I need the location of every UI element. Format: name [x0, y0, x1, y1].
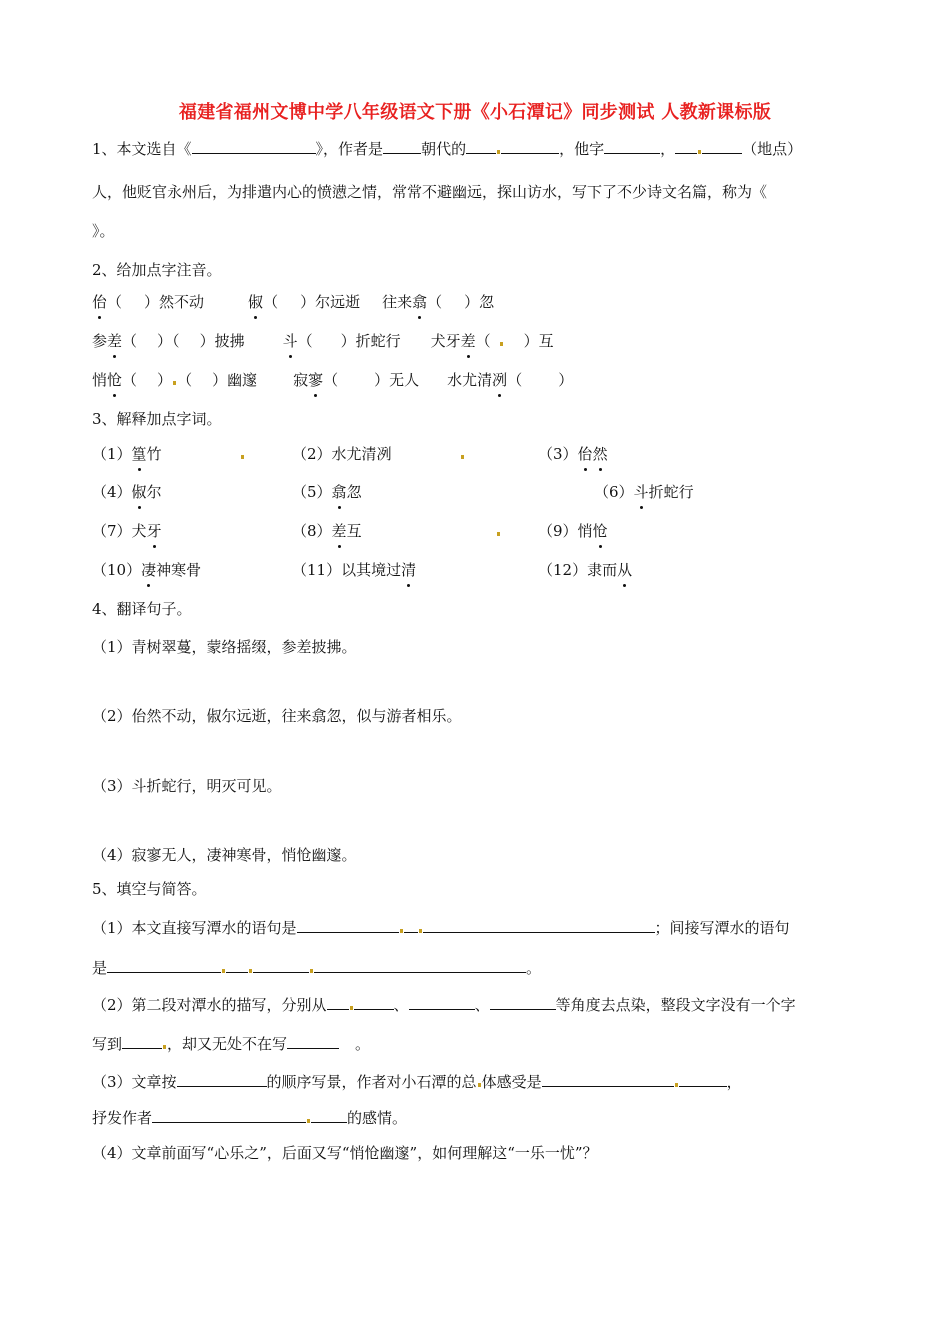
dotted-char: 差: [331, 522, 347, 540]
q2-paren: （: [177, 371, 193, 389]
q3-text: 尔: [146, 483, 162, 501]
q4-heading: [92, 599, 192, 619]
q3-text: 折蛇行: [648, 483, 694, 501]
q2-paren: （: [297, 332, 313, 350]
q3-item-3: [538, 444, 608, 464]
q2-row3: [92, 370, 573, 390]
blank-indirect-a[interactable]: [107, 957, 221, 973]
blank-indirect-c[interactable]: [253, 957, 309, 973]
q2-text: ）无人: [374, 371, 420, 389]
q5-text: 的顺序写景，作者对小石潭的总: [266, 1073, 477, 1091]
mark: [478, 1083, 481, 1087]
q5-text: ，: [726, 1073, 742, 1091]
q2-text: ）披拂: [199, 332, 245, 350]
q5-part4: （4）文章前面写“心乐之”，后面又写“悄怆幽邃”，如何理解这“一乐一忧”？: [92, 1144, 598, 1162]
q2-text: 寂: [293, 371, 309, 389]
blank-angle3[interactable]: [490, 994, 556, 1010]
q3-num: （11）: [292, 561, 342, 579]
q5-text: 抒发作者: [92, 1109, 153, 1127]
q1-line2: 人，他贬官永州后，为排遣内心的愤懑之情，常常不避幽远，探山访水，写下了不少诗文名篇，称为《: [92, 183, 768, 201]
blank-author-a[interactable]: [466, 138, 496, 154]
dotted-char: 篁: [131, 445, 147, 463]
q3-text: 冽: [376, 445, 392, 463]
dotted-char: 佁: [577, 445, 593, 463]
blank-courtesy-name[interactable]: [604, 138, 660, 154]
q3-item-9: [538, 521, 608, 541]
q5-part1-line2: [92, 957, 541, 978]
q5-text: 的感情。: [347, 1109, 408, 1127]
q2-text: ）互: [523, 332, 554, 350]
q5-part3-line1: [92, 1071, 742, 1092]
q5-text: （1）本文直接写潭水的语句是: [92, 919, 297, 937]
q4-sentence-1: （1）青树翠蔓，蒙络摇缀，参差披拂。: [92, 638, 357, 656]
q2-text: ）然不动: [144, 293, 205, 311]
dotted-char: 寥: [308, 371, 324, 389]
q5-text: 。: [526, 959, 542, 977]
blank-indirect-b[interactable]: [226, 957, 248, 973]
blank-emotion-b[interactable]: [311, 1107, 347, 1123]
q2-text: 悄: [92, 371, 108, 389]
dotted-char: 翕: [331, 483, 347, 501]
q5-text: 等角度去点染，整段文字没有一个字: [555, 996, 796, 1014]
q5-text: 体感受是: [481, 1073, 542, 1091]
blank-direct-a[interactable]: [297, 917, 399, 933]
blank-source[interactable]: [192, 138, 316, 154]
q3-num: （8）: [292, 522, 332, 540]
q5-text: 、: [474, 996, 490, 1014]
q1-text-b: 》，作者是: [315, 140, 384, 158]
q1-line1: [92, 138, 802, 159]
q5-text: 。: [355, 1035, 371, 1053]
dotted-char: 清: [401, 561, 417, 579]
q4-sentence-2: （2）佁然不动，俶尔远逝，往来翕忽，似与游者相乐。: [92, 707, 462, 725]
dotted-char: 从: [617, 561, 633, 579]
mark: [310, 969, 313, 973]
q2-text: ）尔远逝: [300, 293, 361, 311]
q2-row2: [92, 331, 554, 351]
q1-line3: 》。: [92, 222, 115, 240]
q2-paren: （: [263, 293, 279, 311]
dotted-char: 凄: [141, 561, 157, 579]
q2-text: ）: [558, 371, 574, 389]
mark: [698, 150, 701, 154]
q2-paren: （: [122, 332, 138, 350]
q3-heading: [92, 409, 222, 429]
q2-paren: ）: [157, 371, 173, 389]
q2-paren: （: [475, 332, 491, 350]
q5-heading: 5、填空与简答。: [92, 880, 207, 898]
mark: [350, 1006, 353, 1010]
mark: [241, 455, 244, 459]
blank-author-b[interactable]: [501, 138, 559, 154]
q3-item-12: [538, 560, 632, 580]
dotted-char: 斗: [282, 332, 298, 350]
q2-heading-text: 2、给加点字注音。: [92, 261, 222, 279]
q3-text: 悄: [577, 522, 593, 540]
mark: [307, 1119, 310, 1123]
q1-text-d: ，他字: [559, 140, 605, 158]
blank-angle1-b[interactable]: [354, 994, 394, 1010]
q5-text: ，却又无处不在写: [167, 1035, 288, 1053]
q3-text: 水尤清: [331, 445, 377, 463]
q5-text: （3）文章按: [92, 1073, 177, 1091]
q3-num: （12）: [538, 561, 588, 579]
mark-wrap: [240, 444, 245, 464]
q2-text: 犬牙: [430, 332, 461, 350]
mark: [249, 969, 252, 973]
q4-sentence-4: （4）寂寥无人，凄神寒骨，悄怆幽邃。: [92, 846, 357, 864]
q2-heading: [92, 260, 222, 280]
q3-text: 神寒骨: [156, 561, 202, 579]
dotted-char: 俶: [248, 293, 264, 311]
q3-item-4: [92, 482, 162, 502]
mark: [675, 1083, 678, 1087]
q3-text: 隶而: [587, 561, 618, 579]
blank-written[interactable]: [122, 1033, 162, 1049]
q2-row1: [92, 292, 494, 312]
q3-num: （3）: [538, 445, 578, 463]
q2-paren: （: [427, 293, 443, 311]
q2-text: ）忽: [464, 293, 495, 311]
q1-text-c: 朝代的: [421, 140, 467, 158]
q2-text: ）幽邃: [212, 371, 258, 389]
q3-item-10: [92, 560, 201, 580]
dotted-char: 然: [592, 445, 608, 463]
q3-item-1: [92, 444, 162, 464]
dotted-char: 翕: [412, 293, 428, 311]
q2-paren: ）（: [157, 332, 180, 350]
dotted-char: 牙: [146, 522, 162, 540]
dotted-char: 差: [460, 332, 476, 350]
q2-text: 往来: [382, 293, 413, 311]
dotted-char: 佁: [92, 293, 108, 311]
mark: [173, 381, 176, 385]
mark: [419, 929, 422, 933]
q3-text: 犬: [131, 522, 147, 540]
q4-heading-text: 4、翻译句子。: [92, 600, 192, 618]
q3-num: （7）: [92, 522, 132, 540]
q3-item-11: [292, 560, 416, 580]
q3-text: 竹: [146, 445, 162, 463]
dotted-char: 冽: [492, 371, 508, 389]
q3-num: （6）: [594, 483, 634, 501]
blank-place-a[interactable]: [675, 138, 697, 154]
q4-sentence-3: （3）斗折蛇行，明灭可见。: [92, 777, 282, 795]
mark: [222, 969, 225, 973]
blank-everywhere[interactable]: [287, 1033, 339, 1049]
blank-feeling-b[interactable]: [679, 1071, 727, 1087]
q5-text: （2）第二段对潭水的描写，分别从: [92, 996, 327, 1014]
q5-text: 是: [92, 959, 108, 977]
q3-text: 以其境过: [341, 561, 402, 579]
mark: [497, 150, 500, 154]
blank-emotion-a[interactable]: [152, 1107, 306, 1123]
q2-paren: （: [507, 371, 523, 389]
q2-text: 参: [92, 332, 108, 350]
dotted-char: 俶: [131, 483, 147, 501]
q1-text-f: （地点）: [742, 140, 803, 158]
q5-text: ；间接写潭水的语句: [654, 919, 790, 937]
mark-wrap: [460, 444, 465, 464]
q3-num: （5）: [292, 483, 332, 501]
q1-text-e: ，: [660, 140, 676, 158]
mark: [500, 342, 503, 346]
q3-item-5: [292, 482, 362, 502]
blank-angle1-a[interactable]: [327, 994, 349, 1010]
dotted-char: 差: [107, 332, 123, 350]
q3-num: （9）: [538, 522, 578, 540]
q1-text-a: 1、本文选自《: [92, 140, 192, 158]
mark: [497, 532, 500, 536]
q5-part2-line2: [92, 1033, 370, 1054]
q5-part1-line1: [92, 917, 790, 938]
q2-paren: （: [107, 293, 123, 311]
q5-part2-line1: [92, 994, 796, 1015]
q3-item-2: [292, 444, 392, 464]
dotted-char: 怆: [107, 371, 123, 389]
page-title: 福建省福州文博中学八年级语文下册《小石潭记》同步测试 人教新课标版: [178, 102, 772, 123]
q2-text: 水尤清: [447, 371, 493, 389]
mark: [163, 1045, 166, 1049]
q3-item-7: [92, 521, 162, 541]
q3-item-6: [594, 482, 694, 502]
blank-indirect-d[interactable]: [314, 957, 526, 973]
q3-text: 互: [346, 522, 362, 540]
blank-direct-c[interactable]: [423, 917, 655, 933]
blank-place-b[interactable]: [702, 138, 742, 154]
blank-dynasty[interactable]: [383, 138, 421, 154]
q3-text: 忽: [346, 483, 362, 501]
blank-angle2[interactable]: [409, 994, 475, 1010]
q3-num: （4）: [92, 483, 132, 501]
q2-paren: （: [122, 371, 138, 389]
dotted-char: 斗: [633, 483, 649, 501]
q3-num: （10）: [92, 561, 142, 579]
q5-text: 写到: [92, 1035, 123, 1053]
mark: [461, 455, 464, 459]
q3-heading-text: 3、解释加点字词。: [92, 410, 222, 428]
mark: [400, 929, 403, 933]
blank-order[interactable]: [177, 1071, 267, 1087]
q5-text: 、: [393, 996, 409, 1014]
blank-direct-b[interactable]: [404, 917, 418, 933]
blank-feeling-a[interactable]: [542, 1071, 674, 1087]
q3-num: （1）: [92, 445, 132, 463]
q3-num: （2）: [292, 445, 332, 463]
q2-paren: （: [323, 371, 339, 389]
q5-part3-line2: [92, 1107, 407, 1128]
dotted-char: 怆: [592, 522, 608, 540]
mark-wrap: [496, 521, 501, 541]
q2-text: ）折蛇行: [340, 332, 401, 350]
q3-item-8: [292, 521, 362, 541]
